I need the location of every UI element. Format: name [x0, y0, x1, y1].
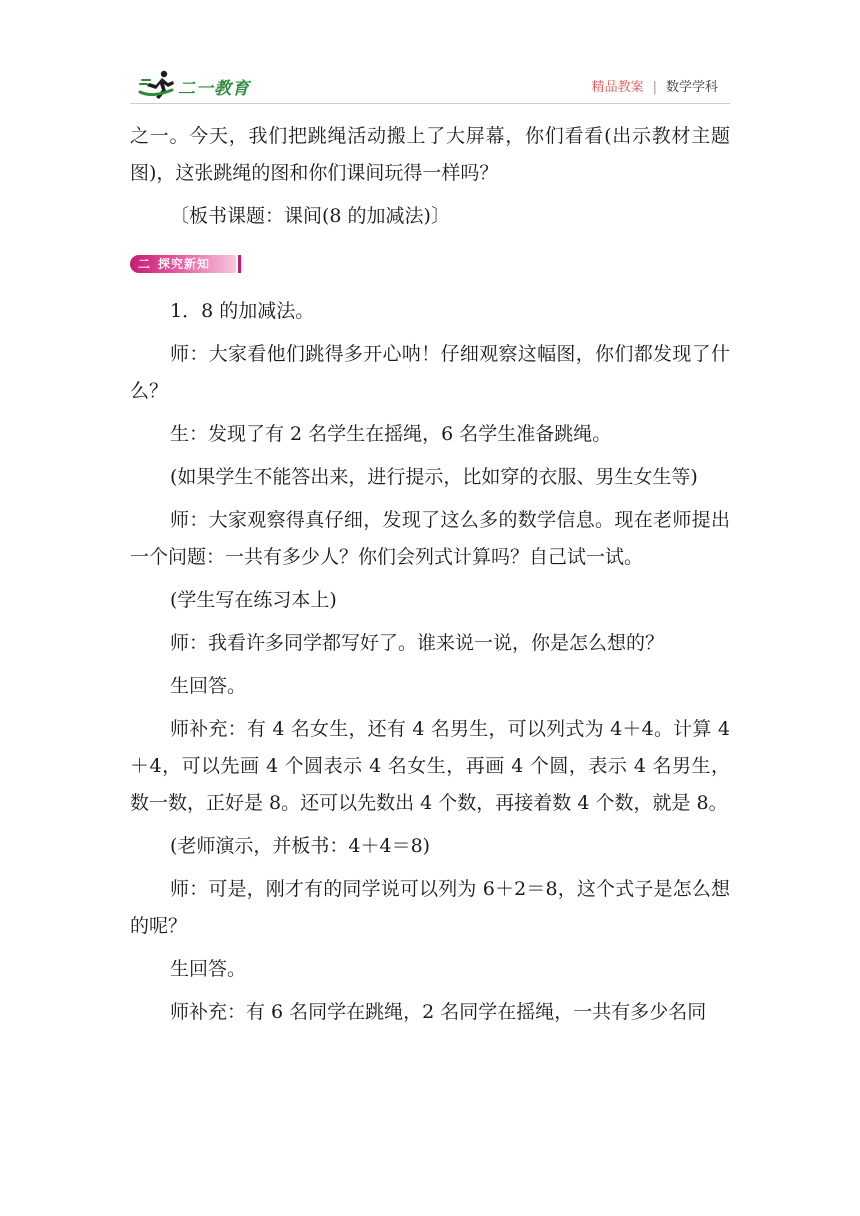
header-subject: 数学学科 — [665, 80, 718, 95]
paragraph: (老师演示，并板书：4＋4＝8) — [170, 835, 431, 857]
paragraph: 〔板书课题：课间(8 的加减法)〕 — [170, 205, 450, 227]
header-separator: | — [652, 80, 657, 95]
header-meta — [592, 76, 718, 95]
section-heading — [130, 253, 730, 277]
paragraph: 之一。今天，我们把跳绳活动搬上了大屏幕，你们看看(出示教材主题图)，这张跳绳的图和你们课间玩得一样吗？ — [130, 125, 730, 184]
page-header — [130, 62, 730, 104]
paragraph: 1．8 的加减法。 — [170, 300, 315, 322]
logo-text: 二一教育 — [178, 79, 250, 99]
runner-logo-icon — [138, 68, 178, 100]
paragraph: 师：可是，刚才有的同学说可以列为 6＋2＝8，这个式子是怎么想的呢？ — [130, 878, 730, 937]
section-badge — [130, 255, 236, 273]
section-number: 二 — [138, 257, 151, 271]
paragraph: 师：大家观察得真仔细，发现了这么多的数学信息。现在老师提出一个问题：一共有多少人？你们会列式计算吗？自己试一试。 — [130, 509, 730, 568]
logo — [138, 68, 258, 100]
header-divider — [130, 103, 730, 104]
paragraph: (如果学生不能答出来，进行提示，比如穿的衣服、男生女生等) — [170, 466, 698, 488]
paragraph: 师：大家看他们跳得多开心呐！仔细观察这幅图，你们都发现了什么？ — [130, 343, 730, 402]
header-tag: 精品教案 — [591, 80, 644, 95]
paragraph: 生回答。 — [170, 958, 247, 980]
paragraph: 生回答。 — [170, 675, 247, 697]
document-body — [130, 118, 730, 1031]
section-bar — [238, 255, 241, 273]
paragraph: 师补充：有 4 名女生，还有 4 名男生，可以列式为 4＋4。计算 4＋4，可以先画 4 个圆表示 4 名女生，再画 4 个圆，表示 4 名男生，数一数，正好是 8。还可以先数出 4 个数，再接着数 4 个数，就是 8。 — [130, 718, 730, 814]
paragraph: 师：我看许多同学都写好了。谁来说一说，你是怎么想的？ — [170, 632, 665, 654]
paragraph: 师补充：有 6 名同学在跳绳，2 名同学在摇绳，一共有多少名同 — [170, 1001, 707, 1023]
paragraph: 生：发现了有 2 名学生在摇绳，6 名学生准备跳绳。 — [170, 423, 612, 445]
section-title: 探究新知 — [158, 257, 211, 271]
paragraph: (学生写在练习本上) — [170, 589, 337, 611]
